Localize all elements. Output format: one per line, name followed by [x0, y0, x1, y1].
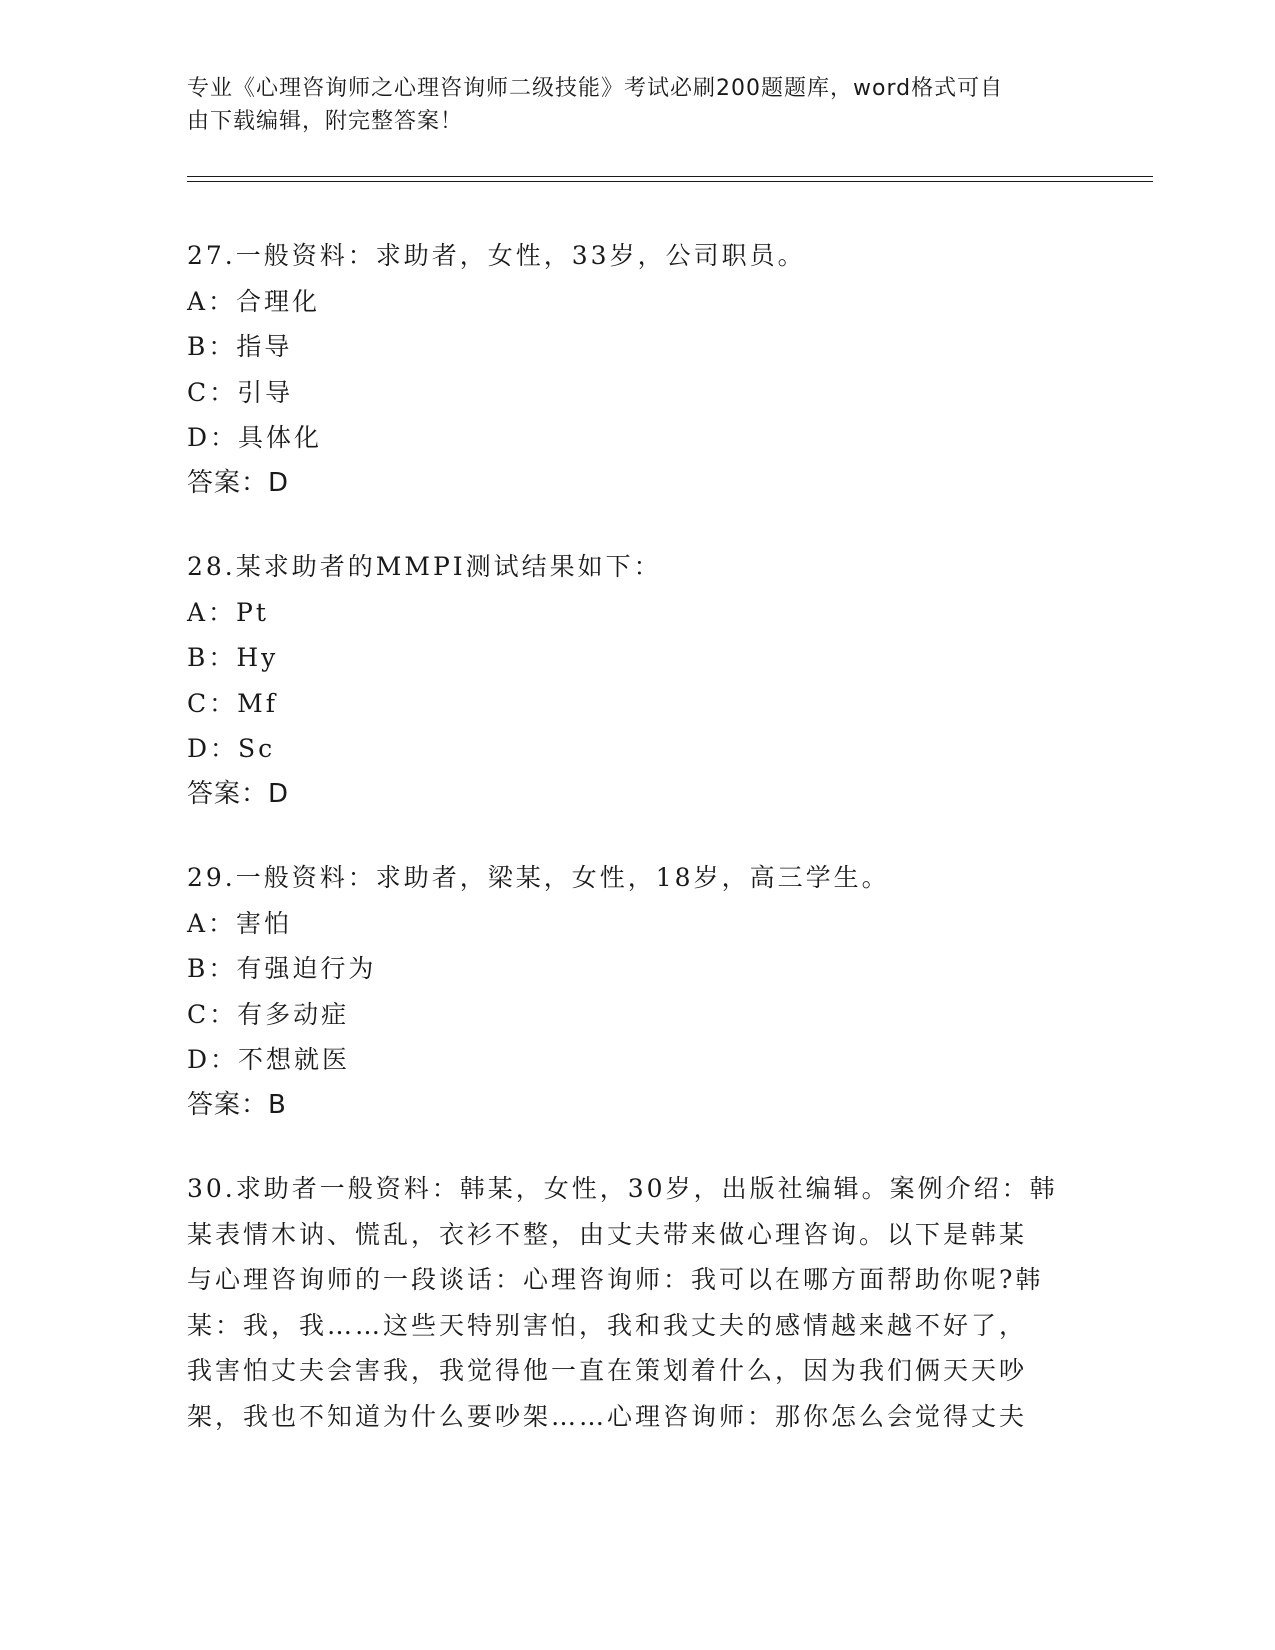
question-list — [187, 233, 1087, 1477]
option-b: B：指导 — [187, 332, 293, 361]
question-text-line: 我害怕丈夫会害我，我觉得他一直在策划着什么，因为我们俩天天吵 — [187, 1356, 1028, 1385]
option-c: C：Mf — [187, 688, 278, 718]
option-c: C：引导 — [187, 377, 294, 407]
question-stem: 28.某求助者的MMPI测试结果如下： — [187, 552, 662, 581]
option-d: D：不想就医 — [187, 1045, 351, 1074]
header-line-2: 由下载编辑，附完整答案！ — [187, 109, 464, 134]
option-d: D：Sc — [187, 734, 276, 763]
question-text-line: 与心理咨询师的一段谈话：心理咨询师：我可以在哪方面帮助你呢?韩 — [187, 1265, 1044, 1294]
question-stem: 29.一般资料：求助者，梁某，女性，18岁，高三学生。 — [187, 863, 890, 892]
answer: 答案：D — [187, 467, 290, 498]
header-divider-top — [187, 176, 1153, 177]
header-divider-bottom — [187, 181, 1153, 182]
option-b: B：有强迫行为 — [187, 954, 377, 983]
question-stem: 27.一般资料：求助者，女性，33岁，公司职员。 — [187, 241, 806, 270]
question-text-line: 30.求助者一般资料：韩某，女性，30岁，出版社编辑。案例介绍：韩 — [187, 1174, 1058, 1203]
document-header — [187, 72, 1067, 138]
option-d: D：具体化 — [187, 423, 323, 452]
question-30 — [187, 1166, 1077, 1439]
question-28 — [187, 544, 1087, 817]
answer: 答案：B — [187, 1089, 287, 1120]
answer: 答案：D — [187, 778, 290, 809]
header-line-1: 专业《心理咨询师之心理咨询师二级技能》考试必刷200题题库，word格式可自 — [187, 76, 1004, 101]
option-a: A：Pt — [187, 597, 269, 627]
question-text-line: 某：我，我……这些天特别害怕，我和我丈夫的感情越来越不好了， — [187, 1310, 1028, 1340]
question-text-line: 架，我也不知道为什么要吵架……心理咨询师：那你怎么会觉得丈夫 — [187, 1401, 1028, 1431]
option-a: A：害怕 — [187, 908, 293, 938]
option-c: C：有多动症 — [187, 999, 350, 1029]
option-a: A：合理化 — [187, 286, 321, 316]
question-text-line: 某表情木讷、慌乱，衣衫不整，由丈夫带来做心理咨询。以下是韩某 — [187, 1219, 1028, 1249]
question-29 — [187, 855, 1087, 1128]
question-27 — [187, 233, 1087, 506]
option-b: B：Hy — [187, 643, 279, 672]
